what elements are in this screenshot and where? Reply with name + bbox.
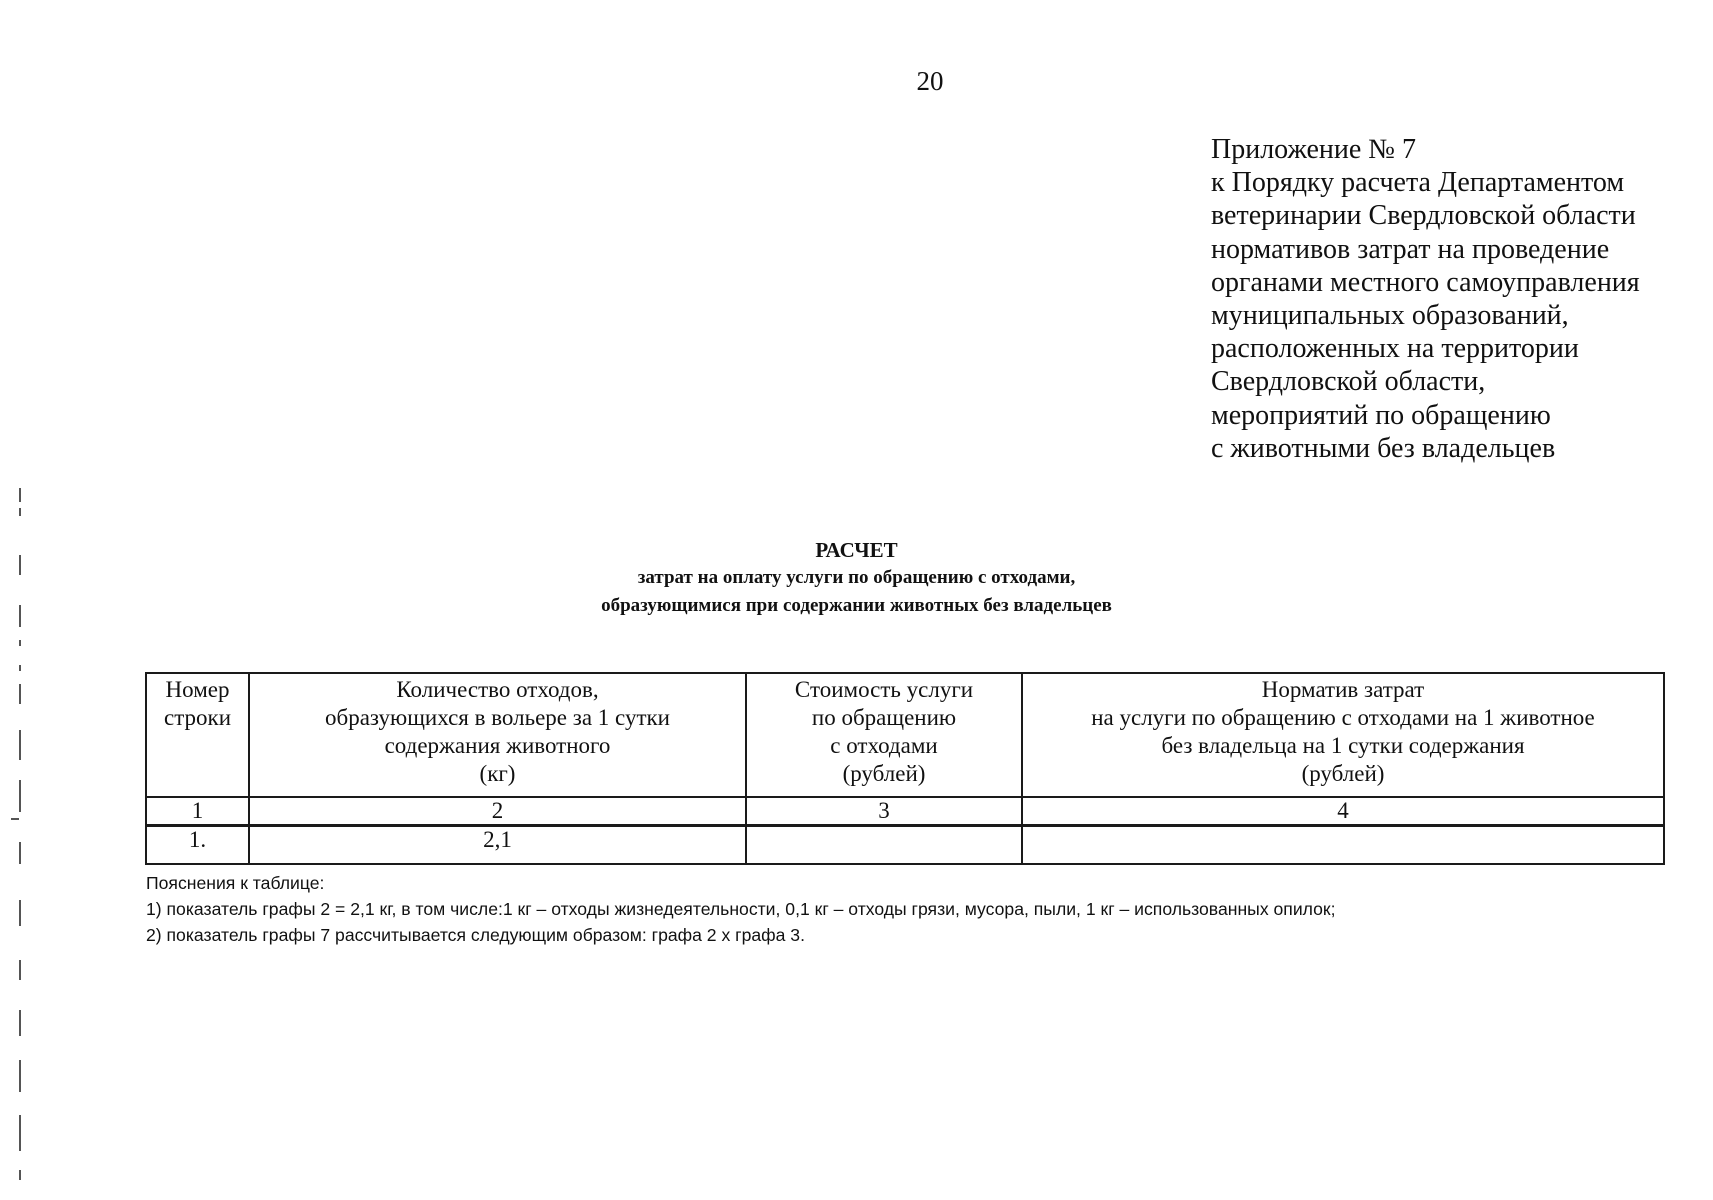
scan-margin-mark bbox=[19, 1010, 21, 1036]
header-cell-cost-norm: Норматив затрат на услуги по обращению с отходами на 1 животное без владельца на 1 сутки содержания (рублей) bbox=[1022, 673, 1664, 797]
column-number-cell: 4 bbox=[1022, 797, 1664, 826]
appendix-line: расположенных на территории bbox=[1211, 333, 1579, 365]
calculation-table bbox=[145, 672, 1665, 865]
scan-margin-mark bbox=[19, 605, 21, 627]
title-line: образующимися при содержании животных без владельцев bbox=[601, 595, 1112, 616]
scan-margin-mark bbox=[19, 842, 21, 864]
table-cell bbox=[1022, 826, 1664, 865]
table-cell bbox=[746, 826, 1022, 865]
scan-margin-mark bbox=[19, 1170, 21, 1180]
appendix-line: с животными без владельцев bbox=[1211, 432, 1556, 464]
table-row bbox=[146, 826, 1664, 865]
scan-margin-mark bbox=[19, 900, 21, 926]
title-main: РАСЧЕТ bbox=[815, 538, 898, 562]
column-number-cell: 1 bbox=[146, 797, 249, 826]
page-number: 20 bbox=[916, 66, 944, 96]
appendix-line: к Порядку расчета Департаментом bbox=[1211, 167, 1625, 199]
appendix-line: нормативов затрат на проведение bbox=[1211, 233, 1610, 265]
note-item: 2) показатель графы 7 рассчитывается следующим образом: графа 2 х графа 3. bbox=[146, 925, 805, 945]
title-line: затрат на оплату услуги по обращению с отходами, bbox=[637, 567, 1076, 588]
scan-margin-mark bbox=[19, 1115, 21, 1151]
table-header-row bbox=[146, 673, 1664, 797]
scan-margin-mark bbox=[19, 730, 21, 760]
appendix-line: органами местного самоуправления bbox=[1211, 266, 1640, 298]
header-cell-waste-amount: Количество отходов, образующихся в вольере за 1 сутки содержания животного (кг) bbox=[249, 673, 746, 797]
scan-margin-mark bbox=[19, 780, 21, 812]
column-number-row bbox=[146, 797, 1664, 826]
scan-margin-mark bbox=[19, 488, 21, 502]
scan-margin-mark bbox=[19, 1060, 21, 1092]
appendix-line: ветеринарии Свердловской области bbox=[1211, 200, 1636, 232]
scan-margin-mark bbox=[19, 684, 21, 704]
scan-margin-mark bbox=[19, 960, 21, 980]
appendix-line: мероприятий по обращению bbox=[1211, 399, 1551, 431]
note-item: 1) показатель графы 2 = 2,1 кг, в том числе:1 кг – отходы жизнедеятельности, 0,1 кг – отходы грязи, мусора, пыли, 1 кг – использованных опилок; bbox=[146, 899, 1336, 919]
table-notes bbox=[146, 870, 1686, 948]
column-number-cell: 3 bbox=[746, 797, 1022, 826]
appendix-line: Свердловской области, bbox=[1211, 366, 1486, 398]
appendix-line: Приложение № 7 bbox=[1211, 134, 1416, 165]
scan-margin-mark bbox=[19, 555, 21, 575]
scan-margin-mark bbox=[19, 508, 21, 516]
scan-margin-mark bbox=[19, 640, 21, 646]
scan-margin-mark bbox=[11, 818, 19, 820]
scan-margin-mark bbox=[19, 665, 21, 671]
table-cell: 2,1 bbox=[249, 826, 746, 865]
notes-heading: Пояснения к таблице: bbox=[146, 873, 325, 893]
header-cell-service-cost: Стоимость услуги по обращению с отходами (рублей) bbox=[746, 673, 1022, 797]
appendix-line: муниципальных образований, bbox=[1211, 300, 1569, 332]
header-cell-row-number: Номер строки bbox=[146, 673, 249, 797]
table-cell: 1. bbox=[146, 826, 249, 865]
appendix-reference bbox=[1211, 133, 1701, 465]
column-number-cell: 2 bbox=[249, 797, 746, 826]
document-title bbox=[0, 536, 1713, 620]
